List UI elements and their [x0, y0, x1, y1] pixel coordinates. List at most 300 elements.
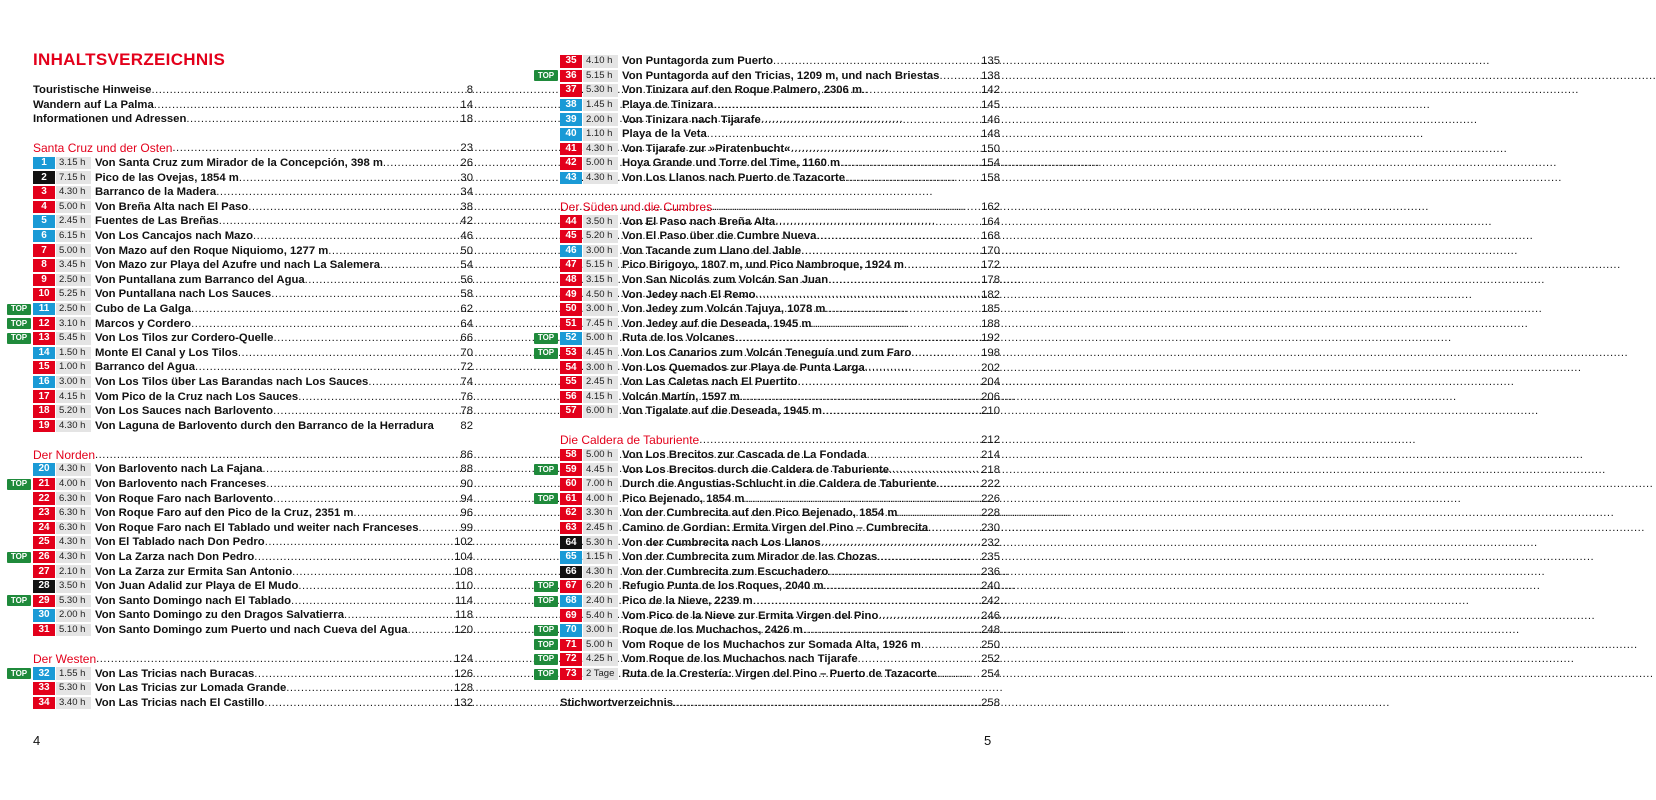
toc-tour-entry[interactable] [560, 156, 1000, 171]
toc-tour-entry[interactable] [33, 419, 473, 434]
leader-dots [936, 477, 980, 491]
toc-tour-entry[interactable] [537, 462, 1000, 477]
top-badge: TOP [534, 581, 558, 592]
tour-duration: 5.30 h [583, 84, 618, 97]
toc-general-entry[interactable] [33, 98, 473, 113]
entry-page-number: 154 [981, 157, 1000, 170]
top-badge: TOP [7, 552, 31, 563]
top-badge: TOP [534, 596, 558, 607]
entry-page-number: 108 [454, 565, 473, 578]
tour-number-badge: 52 [560, 332, 582, 345]
tour-duration: 3.45 h [56, 259, 91, 272]
toc-tour-entry[interactable] [10, 477, 473, 492]
entry-title: Der Süden und die Cumbres [560, 200, 713, 215]
tour-number-badge: 13 [33, 332, 55, 345]
tour-duration: 4.30 h [583, 566, 618, 579]
entry-page-number: 110 [454, 580, 473, 593]
entry-title: Vom Roque de los Muchachos zur Somada Alta, 1926 m [622, 638, 921, 651]
toc-tour-entry[interactable] [33, 462, 473, 477]
toc-general-entry[interactable] [33, 83, 473, 98]
tour-duration: 3.00 h [583, 245, 618, 258]
tour-duration: 2.45 h [583, 376, 618, 389]
entry-page-number: 212 [981, 434, 1000, 447]
leader-dots [254, 550, 453, 564]
tour-number-badge: 5 [33, 215, 55, 228]
tour-number-badge: 67 [560, 580, 582, 593]
leader-dots [419, 521, 460, 535]
toc-tour-entry[interactable] [33, 170, 473, 185]
toc-tour-entry[interactable] [537, 623, 1000, 638]
toc-tour-entry[interactable] [560, 521, 1000, 536]
leader-dots [937, 667, 980, 681]
leader-dots [877, 550, 980, 564]
tour-number-badge: 32 [33, 667, 55, 680]
entry-page-number: 102 [454, 536, 473, 549]
leader-dots [744, 492, 980, 506]
entry-page-number: 58 [460, 288, 473, 301]
top-badge: TOP [534, 348, 558, 359]
entry-title: Von Mazo auf den Roque Niquiomo, 1277 m [95, 244, 329, 257]
toc-tour-entry[interactable] [33, 521, 473, 536]
tour-number-badge: 37 [560, 84, 582, 97]
leader-dots [712, 200, 980, 214]
tour-duration: 4.00 h [56, 478, 91, 491]
tour-duration: 5.30 h [56, 682, 91, 695]
tour-number-badge: 25 [33, 536, 55, 549]
entry-page-number: 240 [981, 580, 1000, 593]
leader-dots [353, 506, 459, 520]
entry-title: Volcán Martín, 1597 m [622, 390, 740, 403]
tour-duration: 3.00 h [583, 303, 618, 316]
leader-dots [858, 652, 981, 666]
toc-tour-entry[interactable] [560, 375, 1000, 390]
leader-dots [151, 83, 465, 97]
leader-dots [878, 609, 980, 623]
toc-tour-entry[interactable] [560, 535, 1000, 550]
tour-duration: 4.30 h [56, 186, 91, 199]
tour-number-badge: 54 [560, 361, 582, 374]
tour-duration: 2.40 h [583, 595, 618, 608]
toc-tour-entry[interactable] [33, 681, 473, 696]
tour-number-badge: 12 [33, 317, 55, 330]
tour-number-badge: 22 [33, 492, 55, 505]
toc-tour-entry[interactable] [537, 594, 1000, 609]
tour-duration: 2.50 h [56, 274, 91, 287]
tour-duration: 4.00 h [583, 493, 618, 506]
toc-section-heading[interactable] [560, 200, 1000, 215]
entry-title: Refugio Punta de los Roques, 2040 m [622, 580, 824, 593]
toc-tour-entry[interactable] [537, 667, 1000, 682]
tour-duration: 3.00 h [583, 361, 618, 374]
toc-tour-entry[interactable] [33, 229, 473, 244]
entry-title: Von Barlovento nach La Fajana [95, 463, 263, 476]
toc-tour-entry[interactable] [33, 389, 473, 404]
tour-number-badge: 26 [33, 551, 55, 564]
entry-page-number: 74 [460, 376, 473, 389]
toc-tour-entry[interactable] [33, 404, 473, 419]
toc-tour-entry[interactable] [10, 666, 473, 681]
top-badge: TOP [7, 668, 31, 679]
toc-tour-entry[interactable] [560, 127, 1000, 142]
leader-dots [811, 317, 980, 331]
toc-tour-entry[interactable] [537, 652, 1000, 667]
entry-title: Vom Pico de la Cruz nach Los Sauces [95, 390, 299, 403]
entry-page-number: 99 [460, 521, 473, 534]
entry-title: Von der Cumbrecita nach Los Llanos [622, 536, 821, 549]
tour-number-badge: 62 [560, 507, 582, 520]
tour-number-badge: 33 [33, 682, 55, 695]
tour-duration: 4.30 h [583, 143, 618, 156]
toc-tour-entry[interactable] [33, 623, 473, 638]
entry-page-number: 185 [981, 303, 1000, 316]
leader-dots [862, 83, 980, 97]
toc-tour-entry[interactable] [33, 375, 473, 390]
entry-page-number: 236 [981, 565, 1000, 578]
entry-page-number: 170 [981, 244, 1000, 257]
leader-dots [803, 623, 980, 637]
entry-page-number: 8 [466, 84, 473, 97]
entry-page-number: 114 [454, 594, 473, 607]
entry-title: Von Los Cancajos nach Mazo [95, 230, 253, 243]
entry-page-number: 198 [981, 347, 1000, 360]
tour-number-badge: 27 [33, 565, 55, 578]
leader-dots [328, 244, 459, 258]
toc-tour-entry[interactable] [537, 69, 1000, 84]
leader-dots [96, 652, 453, 666]
entry-title: Von Tigalate auf die Deseada, 1945 m [622, 405, 822, 418]
toc-tour-entry[interactable] [560, 608, 1000, 623]
tour-duration: 3.15 h [56, 157, 91, 170]
toc-tour-entry[interactable] [10, 594, 473, 609]
tour-duration: 5.15 h [583, 70, 618, 83]
toc-tour-entry[interactable] [560, 448, 1000, 463]
leader-dots [921, 638, 980, 652]
toc-tour-entry[interactable] [560, 112, 1000, 127]
leader-dots [298, 579, 454, 593]
toc-tour-entry[interactable] [560, 171, 1000, 186]
entry-title: Von Santo Domingo zu den Dragos Salvatierra [95, 609, 344, 622]
tour-number-badge: 45 [560, 230, 582, 243]
toc-tour-entry[interactable] [560, 477, 1000, 492]
tour-duration: 7.15 h [56, 171, 91, 184]
entry-title: Von Los Sauces nach Barlovento [95, 405, 274, 418]
top-badge: TOP [534, 333, 558, 344]
toc-tour-entry[interactable] [560, 273, 1000, 288]
entry-title: Von der Cumbrecita zum Mirador de las Chozas [622, 551, 878, 564]
toc-tour-entry[interactable] [560, 550, 1000, 565]
leader-dots [816, 229, 980, 243]
entry-title: Stichwortverzeichnis [560, 697, 674, 710]
entry-page-number: 124 [454, 653, 473, 666]
leader-dots [191, 317, 459, 331]
entry-page-number: 232 [981, 536, 1000, 549]
tour-duration: 6.00 h [583, 405, 618, 418]
leader-dots [825, 302, 980, 316]
entry-title: Von Roque Faro auf den Pico de la Cruz, 2351 m [95, 507, 354, 520]
entry-page-number: 96 [460, 507, 473, 520]
toc-tour-entry[interactable] [537, 346, 1000, 361]
tour-number-badge: 7 [33, 244, 55, 257]
entry-title: Durch die Angustias-Schlucht in die Caldera de Taburiente [622, 478, 937, 491]
entry-title: Von Los Canarios zum Volcán Teneguía und zum Faro [622, 347, 912, 360]
toc-tour-entry[interactable] [33, 506, 473, 521]
entry-title: Camino de Gordian: Ermita Virgen del Pino – Cumbrecita [622, 522, 929, 535]
tour-duration: 3.10 h [56, 317, 91, 330]
toc-tour-entry[interactable] [560, 258, 1000, 273]
leader-dots [286, 681, 453, 695]
tour-number-badge: 19 [33, 420, 55, 433]
entry-title: Playa de la Veta [622, 128, 707, 141]
entry-title: Von Roque Faro nach El Tablado und weiter nach Franceses [95, 521, 419, 534]
leader-dots [928, 521, 980, 535]
entry-page-number: 23 [460, 142, 473, 155]
entry-page-number: 50 [460, 244, 473, 257]
tour-number-badge: 1 [33, 157, 55, 170]
toc-tour-entry[interactable] [560, 360, 1000, 375]
entry-title: Monte El Canal y Los Tilos [95, 346, 238, 359]
toc-tour-entry[interactable] [560, 317, 1000, 332]
tour-duration: 3.50 h [583, 215, 618, 228]
tour-duration: 5.00 h [583, 157, 618, 170]
toc-tour-entry[interactable] [537, 638, 1000, 653]
tour-number-badge: 73 [560, 668, 582, 681]
entry-title: Vom Pico de la Nieve zur Ermita Virgen del Pino [622, 609, 879, 622]
tour-number-badge: 43 [560, 172, 582, 185]
entry-title: Von Barlovento nach Franceses [95, 478, 267, 491]
tour-duration: 1.55 h [56, 667, 91, 680]
toc-tour-entry[interactable] [33, 156, 473, 171]
tour-number-badge: 24 [33, 522, 55, 535]
tour-duration: 4.30 h [56, 536, 91, 549]
entry-page-number: 254 [981, 668, 1000, 681]
toc-tour-entry[interactable] [560, 214, 1000, 229]
toc-tour-entry[interactable] [560, 287, 1000, 302]
leader-dots [939, 69, 980, 83]
toc-tour-entry[interactable] [560, 142, 1000, 157]
tour-number-badge: 38 [560, 99, 582, 112]
toc-tour-entry[interactable] [560, 54, 1000, 69]
toc-tour-entry[interactable] [33, 273, 473, 288]
entry-page-number: 120 [454, 624, 473, 637]
toc-tour-entry[interactable] [560, 83, 1000, 98]
entry-title: Pico de las Ovejas, 1854 m [95, 171, 239, 184]
entry-page-number: 158 [981, 172, 1000, 185]
leader-dots [195, 360, 459, 374]
tour-number-badge: 9 [33, 274, 55, 287]
tour-duration: 7.00 h [583, 478, 618, 491]
toc-tour-entry[interactable] [537, 492, 1000, 507]
top-badge: TOP [7, 595, 31, 606]
entry-page-number: 132 [454, 696, 473, 709]
entry-title: Von Santa Cruz zum Mirador de la Concepción, 398 m [95, 157, 383, 170]
toc-tour-entry[interactable] [33, 243, 473, 258]
tour-duration: 4.10 h [583, 55, 618, 68]
entry-title: Von Las Tricias nach El Castillo [95, 696, 265, 709]
toc-tour-entry[interactable] [10, 302, 473, 317]
tour-duration: 2.45 h [583, 522, 618, 535]
leader-dots [713, 98, 980, 112]
entry-page-number: 34 [460, 186, 473, 199]
toc-tour-entry[interactable] [33, 696, 473, 711]
entry-title: Barranco del Agua [95, 361, 196, 374]
toc-section-heading[interactable] [560, 433, 1000, 448]
leader-dots [840, 156, 980, 170]
entry-page-number: 228 [981, 507, 1000, 520]
entry-title: Von Roque Faro nach Barlovento [95, 492, 274, 505]
leader-dots [735, 331, 980, 345]
toc-tour-entry[interactable] [10, 331, 473, 346]
toc-tour-entry[interactable] [33, 185, 473, 200]
tour-number-badge: 60 [560, 478, 582, 491]
toc-tour-entry[interactable] [33, 564, 473, 579]
entry-title: Pico Bejenado, 1854 m [622, 492, 745, 505]
entry-page-number: 18 [460, 113, 473, 126]
tour-number-badge: 36 [560, 70, 582, 83]
entry-title: Von Las Tricias zur Lomada Grande [95, 682, 287, 695]
entry-page-number: 148 [981, 128, 1000, 141]
entry-title: Santa Cruz und der Osten [33, 141, 173, 156]
toc-tour-entry[interactable] [537, 579, 1000, 594]
top-badge: TOP [534, 654, 558, 665]
top-badge: TOP [534, 669, 558, 680]
entry-title: Von der Cumbrecita auf den Pico Bejenado, 1854 m [622, 507, 898, 520]
tour-number-badge: 11 [33, 303, 55, 316]
toc-general-entry[interactable] [560, 696, 1000, 711]
leader-dots [911, 346, 980, 360]
entry-page-number: 42 [460, 215, 473, 228]
tour-duration: 4.45 h [583, 347, 618, 360]
toc-section-heading[interactable] [33, 141, 473, 156]
tour-duration: 6.30 h [56, 492, 91, 505]
toc-section-heading[interactable] [33, 652, 473, 667]
tour-number-badge: 42 [560, 157, 582, 170]
entry-title: Von Los Brecitos zur Cascada de La Fondada [622, 449, 867, 462]
entry-page-number: 226 [981, 492, 1000, 505]
toc-tour-entry[interactable] [560, 565, 1000, 580]
leader-dots [740, 390, 980, 404]
entry-title: Touristische Hinweise [33, 84, 152, 97]
leader-dots [191, 302, 459, 316]
tour-duration: 2.50 h [56, 303, 91, 316]
toc-tour-entry[interactable] [33, 200, 473, 215]
tour-duration: 1.15 h [583, 551, 618, 564]
entry-page-number: 70 [460, 346, 473, 359]
entry-page-number: 252 [981, 653, 1000, 666]
toc-tour-entry[interactable] [560, 244, 1000, 259]
entry-title: Von Los Llanos nach Puerto de Tazacorte [622, 172, 846, 185]
entry-page-number: 206 [981, 390, 1000, 403]
leader-dots [801, 244, 980, 258]
tour-duration: 3.00 h [56, 376, 91, 389]
leader-dots [154, 98, 460, 112]
leader-dots [699, 433, 980, 447]
tour-duration: 4.15 h [583, 391, 618, 404]
toc-tour-entry[interactable] [537, 331, 1000, 346]
toc-tour-entry[interactable] [10, 316, 473, 331]
tour-duration: 4.30 h [583, 172, 618, 185]
tour-duration: 6.30 h [56, 522, 91, 535]
tour-duration: 6.20 h [583, 580, 618, 593]
top-badge: TOP [7, 304, 31, 315]
tour-number-badge: 8 [33, 259, 55, 272]
entry-title: Fuentes de Las Breñas [95, 215, 219, 228]
tour-number-badge: 69 [560, 609, 582, 622]
leader-dots [186, 112, 459, 126]
tour-duration: 1.00 h [56, 361, 91, 374]
toc-tour-entry[interactable] [560, 98, 1000, 113]
toc-tour-entry[interactable] [33, 360, 473, 375]
tour-number-badge: 34 [33, 697, 55, 710]
toc-section-heading[interactable] [33, 448, 473, 463]
toc-tour-entry[interactable] [33, 214, 473, 229]
entry-title: Von Las Tricias nach Buracas [95, 667, 255, 680]
top-badge: TOP [7, 318, 31, 329]
toc-tour-entry[interactable] [560, 390, 1000, 405]
entry-page-number: 172 [981, 259, 1000, 272]
tour-duration: 5.00 h [56, 244, 91, 257]
tour-number-badge: 14 [33, 347, 55, 360]
tour-number-badge: 17 [33, 390, 55, 403]
tour-number-badge: 2 [33, 171, 55, 184]
tour-number-badge: 58 [560, 449, 582, 462]
toc-tour-entry[interactable] [33, 579, 473, 594]
toc-tour-entry[interactable] [33, 608, 473, 623]
entry-page-number: 248 [981, 624, 1000, 637]
entry-title: Von San Nicolás zum Volcán San Juan [622, 274, 829, 287]
leader-dots [172, 141, 459, 155]
toc-tour-entry[interactable] [33, 346, 473, 361]
entry-title: Von La Zarza nach Don Pedro [95, 551, 255, 564]
toc-tour-entry[interactable] [560, 404, 1000, 419]
leader-dots [845, 171, 980, 185]
toc-tour-entry[interactable] [33, 287, 473, 302]
entry-page-number: 202 [981, 361, 1000, 374]
entry-title: Von La Zarza zur Ermita San Antonio [95, 565, 293, 578]
leader-dots [773, 54, 980, 68]
toc-tour-entry[interactable] [33, 491, 473, 506]
toc-tour-entry[interactable] [33, 258, 473, 273]
toc-tour-entry[interactable] [10, 550, 473, 565]
tour-number-badge: 35 [560, 55, 582, 68]
entry-page-number: 210 [981, 405, 1000, 418]
tour-number-badge: 66 [560, 566, 582, 579]
tour-duration: 3.40 h [56, 697, 91, 710]
leader-dots [238, 346, 460, 360]
leader-dots [344, 608, 454, 622]
entry-title: Von Puntallana nach Los Sauces [95, 288, 272, 301]
tour-number-badge: 6 [33, 230, 55, 243]
toc-general-entry[interactable] [33, 112, 473, 127]
entry-title: Marcos y Cordero [95, 317, 192, 330]
leader-dots [889, 463, 980, 477]
toc-tour-entry[interactable] [560, 302, 1000, 317]
tour-number-badge: 46 [560, 245, 582, 258]
tour-duration: 5.10 h [56, 624, 91, 637]
toc-tour-entry[interactable] [560, 506, 1000, 521]
tour-number-badge: 61 [560, 493, 582, 506]
entry-page-number: 14 [460, 98, 473, 111]
toc-tour-entry[interactable] [33, 535, 473, 550]
entry-title: Der Norden [33, 447, 96, 462]
tour-duration: 5.30 h [583, 536, 618, 549]
tour-duration: 3.30 h [583, 507, 618, 520]
toc-tour-entry[interactable] [560, 229, 1000, 244]
tour-number-badge: 47 [560, 259, 582, 272]
entry-page-number: 82 [460, 419, 473, 432]
leader-dots [383, 156, 460, 170]
leader-dots [865, 361, 980, 375]
tour-duration: 3.00 h [583, 624, 618, 637]
